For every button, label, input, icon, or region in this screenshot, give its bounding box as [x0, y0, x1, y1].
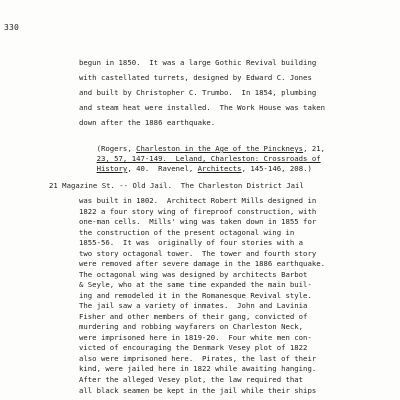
paragraph-line: and steam heat were installed. The Work House was taken — [79, 103, 326, 112]
entry-line: also were imprisoned here. Pirates, the last of their — [79, 353, 317, 363]
entry-line: victed of encouraging the Denmark Vesey plot of 1822 — [79, 343, 308, 353]
paragraph-line: begun in 1850. It was a large Gothic Revival building — [79, 58, 317, 67]
entry-line: were imprisoned here in 1819-20. Four white men con- — [79, 332, 312, 342]
entry-line: The jail saw a variety of inmates. John and Lavinia — [79, 301, 308, 311]
citation-line — [79, 144, 321, 163]
entry-heading-line: 21 Magazine St. -- Old Jail. The Charleston District Jail — [49, 181, 304, 190]
entry-line: kind, were jailed here in 1822 while awaiting hanging. — [79, 364, 317, 374]
paragraph-line: and built by Christopher C. Trumbo. In 1854, plumbing — [79, 88, 317, 97]
citation-title: 23, 57, 147-149. Leland, Charleston: Crossroads of — [96, 154, 321, 163]
entry-line: two story octagonal tower. The tower and fourth story — [79, 248, 317, 258]
citation-line — [79, 154, 312, 173]
page-number: 330 — [4, 23, 20, 32]
entry-line: all black seamen be kept in the jail while their ships — [79, 385, 317, 395]
citation-text: (Rogers, — [96, 144, 137, 153]
entry-line: were removed after severe damage in the 1886 earthquake. — [79, 259, 326, 269]
citation-text: , 40. Ravenel, — [127, 164, 198, 173]
citation-text: , 145-146, 208.) — [241, 164, 312, 173]
citation-text: , 21, — [303, 144, 326, 153]
paragraph-line: down after the 1886 earthquake. — [79, 118, 216, 127]
entry-line: & Seyle, who at the same time expanded the main buil- — [79, 280, 312, 290]
entry-line: 1855-56. It was originally of four stories with a — [79, 238, 304, 248]
entry-line: ing and remodeled it in the Romanesque Revival style. — [79, 290, 312, 300]
citation-title: Architects — [197, 164, 242, 173]
entry-line: the construction of the present octagonal wing in — [79, 227, 295, 237]
entry-line: The octagonal wing was designed by architects Barbot — [79, 269, 308, 279]
paragraph-line: with castellated turrets, designed by Edward C. Jones — [79, 73, 312, 82]
entry-line: one-man cells. Mills' wing was taken down in 1855 for — [79, 217, 317, 227]
entry-line: Fisher and other members of their gang, convicted of — [79, 311, 308, 321]
citation-title: Charleston in the Age of the Pinckneys — [136, 144, 304, 153]
citation-line — [79, 134, 326, 153]
entry-line: murdering and robbing wayfarers on Charleston Neck, — [79, 322, 304, 332]
entry-line: was built in 1802. Architect Robert Mills designed in — [79, 196, 317, 205]
entry-line: After the alleged Vesey plot, the law required that — [79, 374, 304, 384]
entry-line: 1822 a four story wing of fireproof construction, with — [79, 206, 317, 216]
citation-title: History — [96, 164, 128, 173]
